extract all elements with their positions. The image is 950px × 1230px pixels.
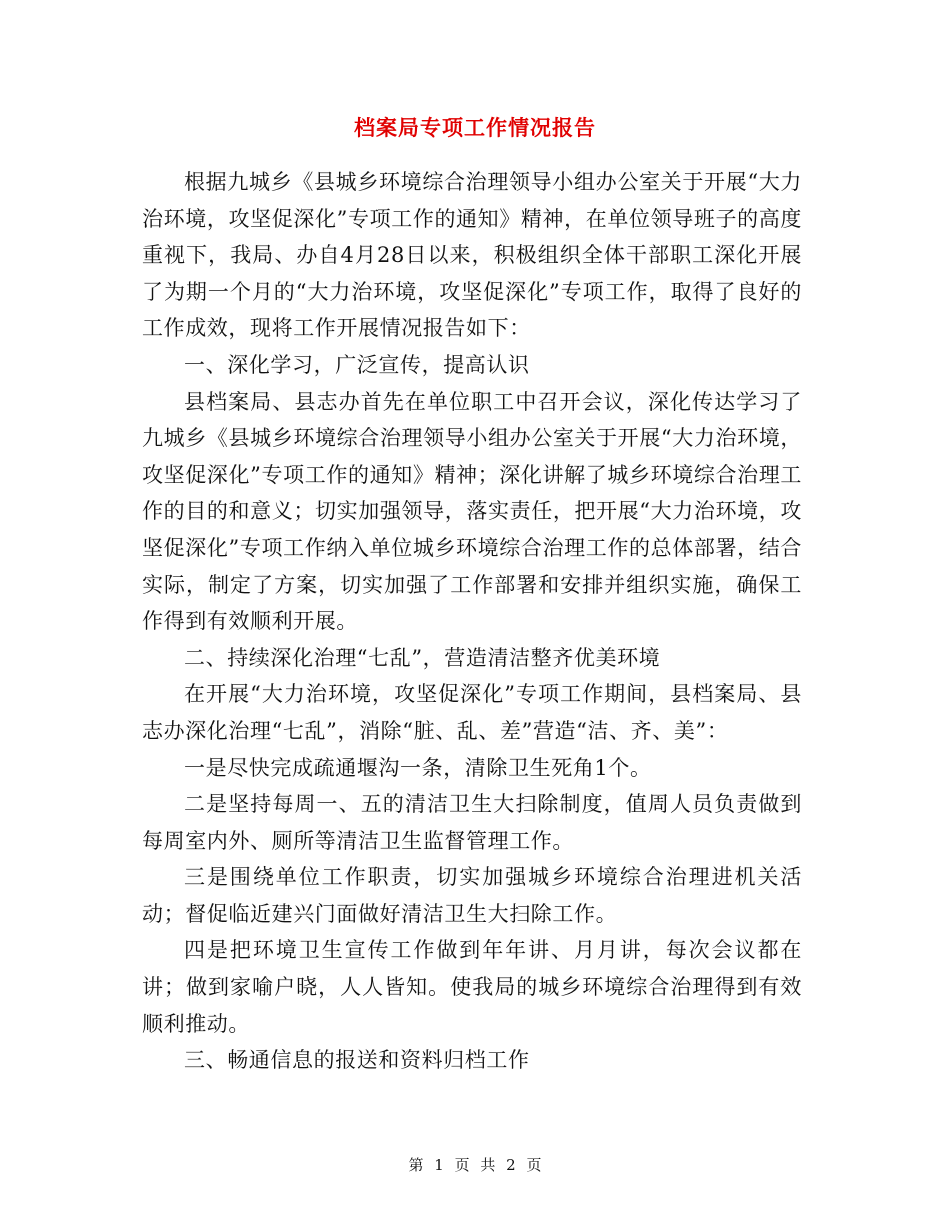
paragraph-intro: 根据九城乡《县城乡环境综合治理领导小组办公室关于开展“大力治环境，攻坚促深化”专项工作的通知》精神，在单位领导班子的高度重视下，我局、办自4月28日以来，积极组织全体干部职工深化开展了为期一个月的“大力治环境，攻坚促深化”专项工作，取得了良好的工作成效，现将工作开展情况报告如下：: [142, 170, 802, 341]
list-item-2: 二是坚持每周一、五的清洁卫生大扫除制度，值周人员负责做到每周室内外、厕所等清洁卫生监督管理工作。: [142, 792, 802, 853]
section-heading-2: 二、持续深化治理“七乱”，营造清洁整齐优美环境: [184, 645, 661, 670]
list-item-1: 一是尽快完成疏通堰沟一条，清除卫生死角1个。: [184, 755, 652, 780]
document-body: [142, 164, 802, 1079]
list-item-4: 四是把环境卫生宣传工作做到年年讲、月月讲，每次会议都在讲；做到家喻户晓，人人皆知。使我局的城乡环境综合治理得到有效顺利推动。: [142, 938, 802, 1036]
section-heading-1: 一、深化学习，广泛宣传，提高认识: [184, 352, 530, 377]
paragraph-section-1: 县档案局、县志办首先在单位职工中召开会议，深化传达学习了九城乡《县城乡环境综合治理领导小组办公室关于开展“大力治环境，攻坚促深化”专项工作的通知》精神；深化讲解了城乡环境综合治理工作的目的和意义；切实加强领导，落实责任，把开展“大力治环境，攻坚促深化”专项工作纳入单位城乡环境综合治理工作的总体部署，结合实际，制定了方案，切实加强了工作部署和安排并组织实施，确保工作得到有效顺利开展。: [142, 389, 802, 634]
list-item-3: 三是围绕单位工作职责，切实加强城乡环境综合治理进机关活动；督促临近建兴门面做好清洁卫生大扫除工作。: [142, 865, 802, 926]
document-title: 档案局专项工作情况报告: [354, 116, 596, 140]
paragraph-section-2: 在开展“大力治环境，攻坚促深化”专项工作期间，县档案局、县志办深化治理“七乱”，消除“脏、乱、差”营造“洁、齐、美”：: [142, 682, 802, 743]
page-number-footer: 第 1 页 共 2 页: [408, 1156, 542, 1174]
section-heading-3: 三、畅通信息的报送和资料归档工作: [184, 1048, 530, 1073]
